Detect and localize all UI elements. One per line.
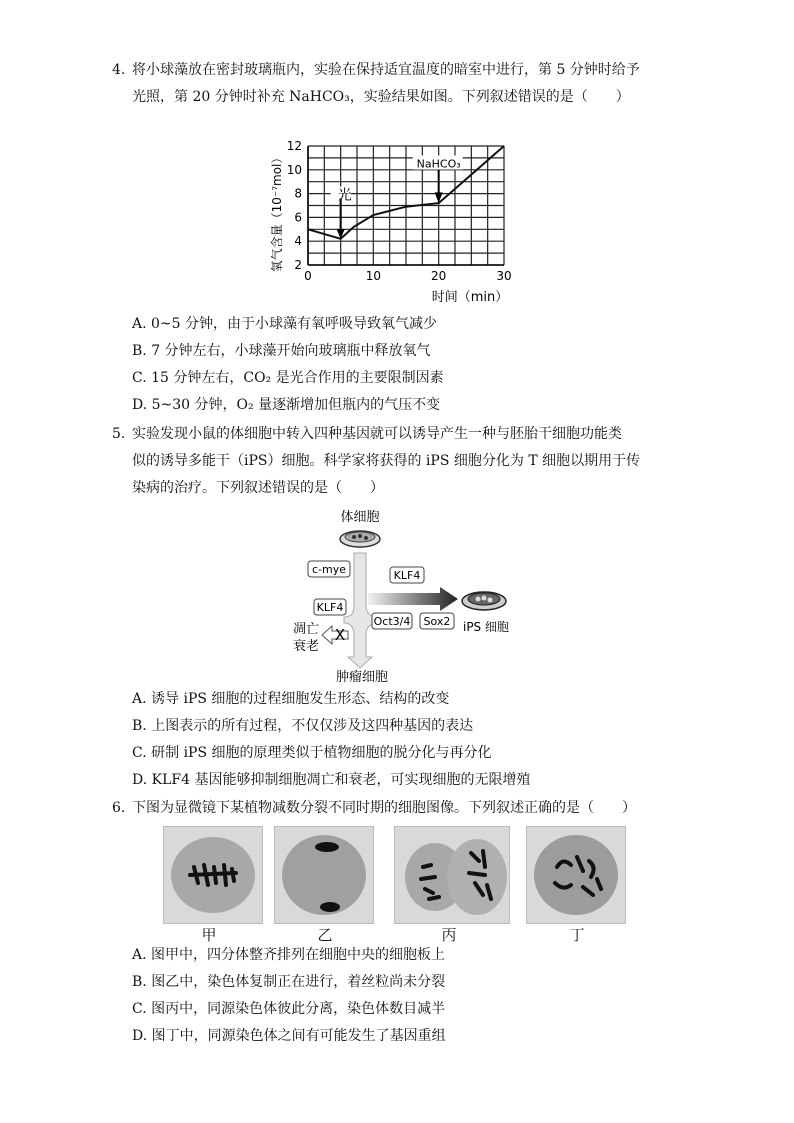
label-bing: 丙	[441, 926, 457, 944]
right-arrow	[368, 587, 458, 611]
option-a: A. 图甲中，四分体整齐排列在细胞中央的细胞板上	[132, 947, 446, 963]
question-number: 6.	[112, 800, 126, 816]
y-tick-label: 2	[294, 258, 302, 272]
x-tick-label: 30	[496, 269, 512, 283]
y-tick-label: 8	[294, 186, 302, 201]
label-yi: 乙	[317, 926, 333, 944]
option-b: B. 图乙中，染色体复制正在进行，着丝粒尚未分裂	[132, 974, 446, 990]
apoptosis-label: 凋亡	[292, 622, 320, 637]
y-tick-label: 4	[294, 234, 302, 249]
x-tick-label: 20	[431, 269, 447, 283]
question-5-stem	[112, 421, 672, 502]
stem-line: 将小球藻放在密封玻璃瓶内，实验在保持适宜温度的暗室中进行，第 5 分钟时给予	[132, 62, 640, 78]
somatic-cell-label: 体细胞	[340, 510, 380, 525]
y-tick-label: 6	[294, 210, 302, 225]
option-b: B. 上图表示的所有过程，不仅仅涉及这四种基因的表达	[132, 718, 474, 734]
chart-annotations	[331, 156, 463, 239]
option-c: C. 研制 iPS 细胞的原理类似于植物细胞的脱分化与再分化	[132, 745, 492, 761]
x-axis-label: 时间（min）	[431, 290, 509, 305]
option-a: A. 诱导 iPS 细胞的过程细胞发生形态、结构的改变	[132, 691, 450, 707]
ips-cell-label: iPS 细胞	[462, 620, 510, 634]
option-d: D. 图丁中，同源染色体之间有可能发生了基因重组	[132, 1028, 446, 1044]
y-axis-label: 氧气含量（10⁻⁷mol）	[270, 151, 284, 273]
micrograph-ding	[526, 826, 626, 924]
option-c: C. 图丙中，同源染色体彼此分离，染色体数目减半	[132, 1001, 446, 1017]
question-4-stem	[112, 57, 672, 111]
stem-line: 实验发现小鼠的体细胞中转入四种基因就可以诱导产生一种与胚胎干细胞功能类	[132, 426, 622, 442]
chart-grid	[308, 146, 504, 265]
y-tick-label: 12	[286, 139, 302, 153]
block-mark: X	[334, 626, 346, 644]
question-6-stem	[112, 795, 692, 822]
option-c: C. 15 分钟左右，CO₂ 是光合作用的主要限制因素	[132, 370, 444, 386]
option-d: D. 5~30 分钟，O₂ 量逐渐增加但瓶内的气压不变	[132, 397, 441, 413]
tumor-cell-label: 肿瘤细胞	[335, 670, 389, 683]
question-number: 5.	[112, 426, 126, 442]
chart-ticks	[287, 139, 512, 283]
gene-oct34: Oct3/4	[373, 615, 411, 628]
label-jia: 甲	[201, 926, 217, 944]
annotation-nahco3: NaHCO₃	[416, 157, 461, 171]
petri-dish-icon	[340, 531, 380, 547]
micrograph-jia	[163, 826, 263, 924]
micrograph-bing	[394, 826, 510, 924]
y-tick-label: 10	[286, 162, 302, 177]
gene-sox2: Sox2	[423, 615, 451, 628]
option-d: D. KLF4 基因能够抑制细胞凋亡和衰老，可实现细胞的无限增殖	[132, 772, 531, 788]
label-ding: 丁	[569, 926, 585, 944]
stem-line: 染病的治疗。下列叙述错误的是（ ）	[132, 480, 384, 496]
ips-dish-icon	[462, 592, 506, 610]
aging-label: 衰老	[292, 639, 320, 654]
ips-diagram	[280, 505, 540, 683]
stem-line: 光照，第 20 分钟时补充 NaHCO₃，实验结果如图。下列叙述错误的是（ ）	[132, 89, 630, 105]
x-tick-label: 0	[304, 269, 312, 283]
annotation-light: 光	[337, 187, 352, 204]
gene-cmye: c-mye	[311, 563, 347, 576]
stem-line: 似的诱导多能干（iPS）细胞。科学家将获得的 iPS 细胞分化为 T 细胞以期用于传	[132, 453, 641, 469]
question-number: 4.	[112, 62, 126, 78]
option-a: A. 0~5 分钟，由于小球藻有氧呼吸导致氧气减少	[132, 316, 438, 332]
micrograph-yi	[274, 826, 374, 924]
stem-line: 下图为显微镜下某植物减数分裂不同时期的细胞图像。下列叙述正确的是（ ）	[132, 800, 636, 816]
gene-klf4: KLF4	[393, 569, 421, 582]
option-b: B. 7 分钟左右，小球藻开始向玻璃瓶中释放氧气	[132, 343, 431, 359]
oxygen-line-chart	[260, 132, 520, 307]
gene-klf4-inhibit: KLF4	[316, 601, 344, 614]
x-tick-label: 10	[365, 269, 381, 283]
